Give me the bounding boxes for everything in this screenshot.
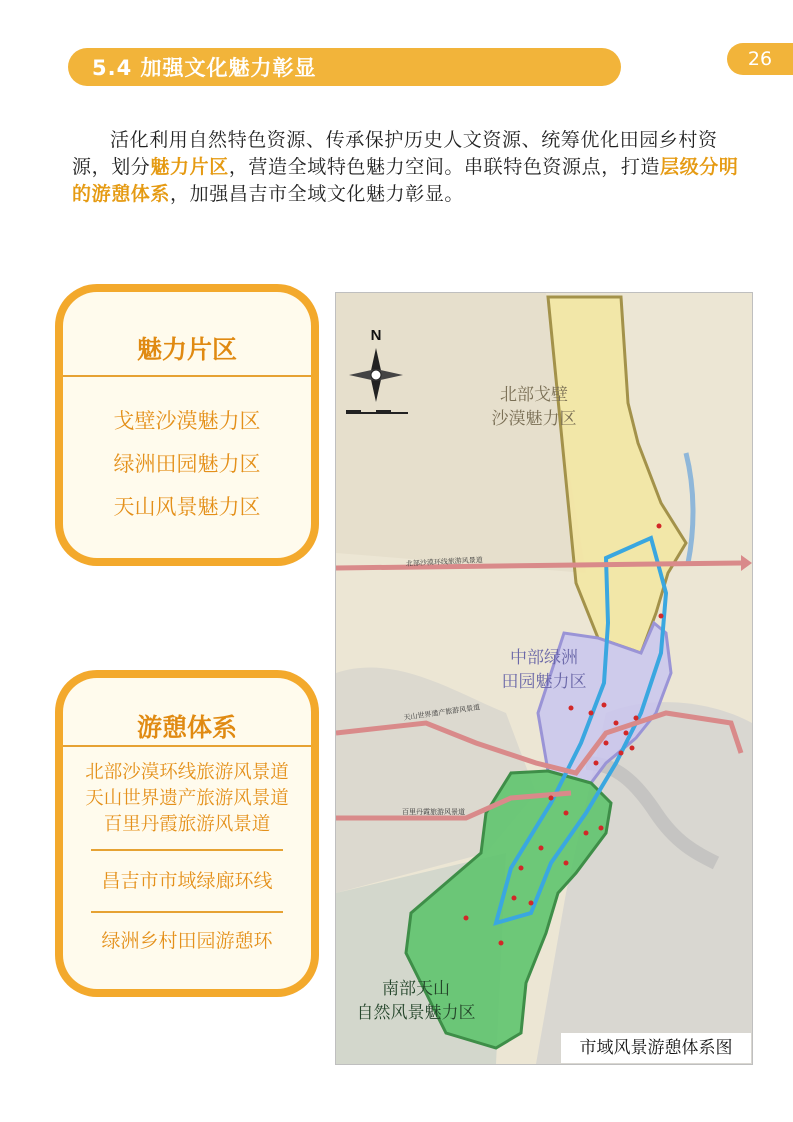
scenic-route-item: 天山世界遗产旅游风景道 — [85, 788, 289, 809]
recreation-system-title: 游憩体系 — [136, 713, 237, 742]
recreation-divider — [91, 911, 283, 913]
scenic-route-item: 北部沙漠环线旅游风景道 — [85, 762, 289, 783]
zone-south-label: 自然风景魅力区 — [356, 1003, 476, 1023]
recreation-divider — [91, 849, 283, 851]
recreation-system-card-body — [63, 678, 311, 989]
zone-south-label: 南部天山 — [382, 979, 450, 999]
route-label: 北部沙漠环线旅游风景道 — [405, 555, 483, 568]
charm-zone-item: 天山风景魅力区 — [113, 495, 261, 519]
charm-zone-item: 绿洲田园魅力区 — [113, 452, 261, 476]
intro-text-3: ，加强昌吉市全域文化魅力彰显。 — [170, 183, 465, 205]
charm-zones-card-body — [63, 292, 311, 558]
recreation-system-card — [55, 670, 319, 997]
green-corridor-item: 昌吉市市域绿廊环线 — [101, 870, 273, 892]
charm-zone-item: 戈壁沙漠魅力区 — [113, 409, 261, 433]
page-number: 26 — [727, 43, 793, 75]
intro-paragraph — [72, 127, 744, 208]
recreation-divider — [63, 745, 311, 747]
intro-highlight-2: 层级分明的游憩体系 — [72, 156, 739, 205]
charm-zones-card — [55, 284, 319, 566]
zone-middle-label: 田园魅力区 — [501, 672, 587, 692]
oasis-loop-item: 绿洲乡村田园游憩环 — [101, 930, 273, 952]
intro-highlight-1: 魅力片区 — [150, 156, 229, 178]
zone-middle-label: 中部绿洲 — [510, 648, 578, 668]
section-title: 5.4 加强文化魅力彰显 — [92, 56, 317, 80]
charm-zones-title: 魅力片区 — [136, 335, 237, 364]
intro-text-1: 活化利用自然特色资源、传承保护历史人文资源、统筹优化田园乡村资源，划分 — [72, 129, 718, 178]
route-label: 百里丹霞旅游风景道 — [402, 808, 465, 816]
zone-north-label: 沙漠魅力区 — [491, 409, 577, 429]
zone-north-label: 北部戈壁 — [500, 385, 568, 405]
map-graphic — [336, 293, 752, 1064]
map-caption: 市域风景游憩体系图 — [561, 1033, 751, 1063]
route-label: 天山世界遗产旅游风景道 — [403, 703, 481, 722]
north-label: N — [370, 327, 382, 344]
scenic-recreation-map — [335, 292, 753, 1065]
scenic-route-item: 百里丹霞旅游风景道 — [103, 814, 271, 835]
charm-zones-divider — [63, 375, 311, 377]
intro-text-2: ，营造全域特色魅力空间。串联特色资源点，打造 — [228, 156, 661, 178]
